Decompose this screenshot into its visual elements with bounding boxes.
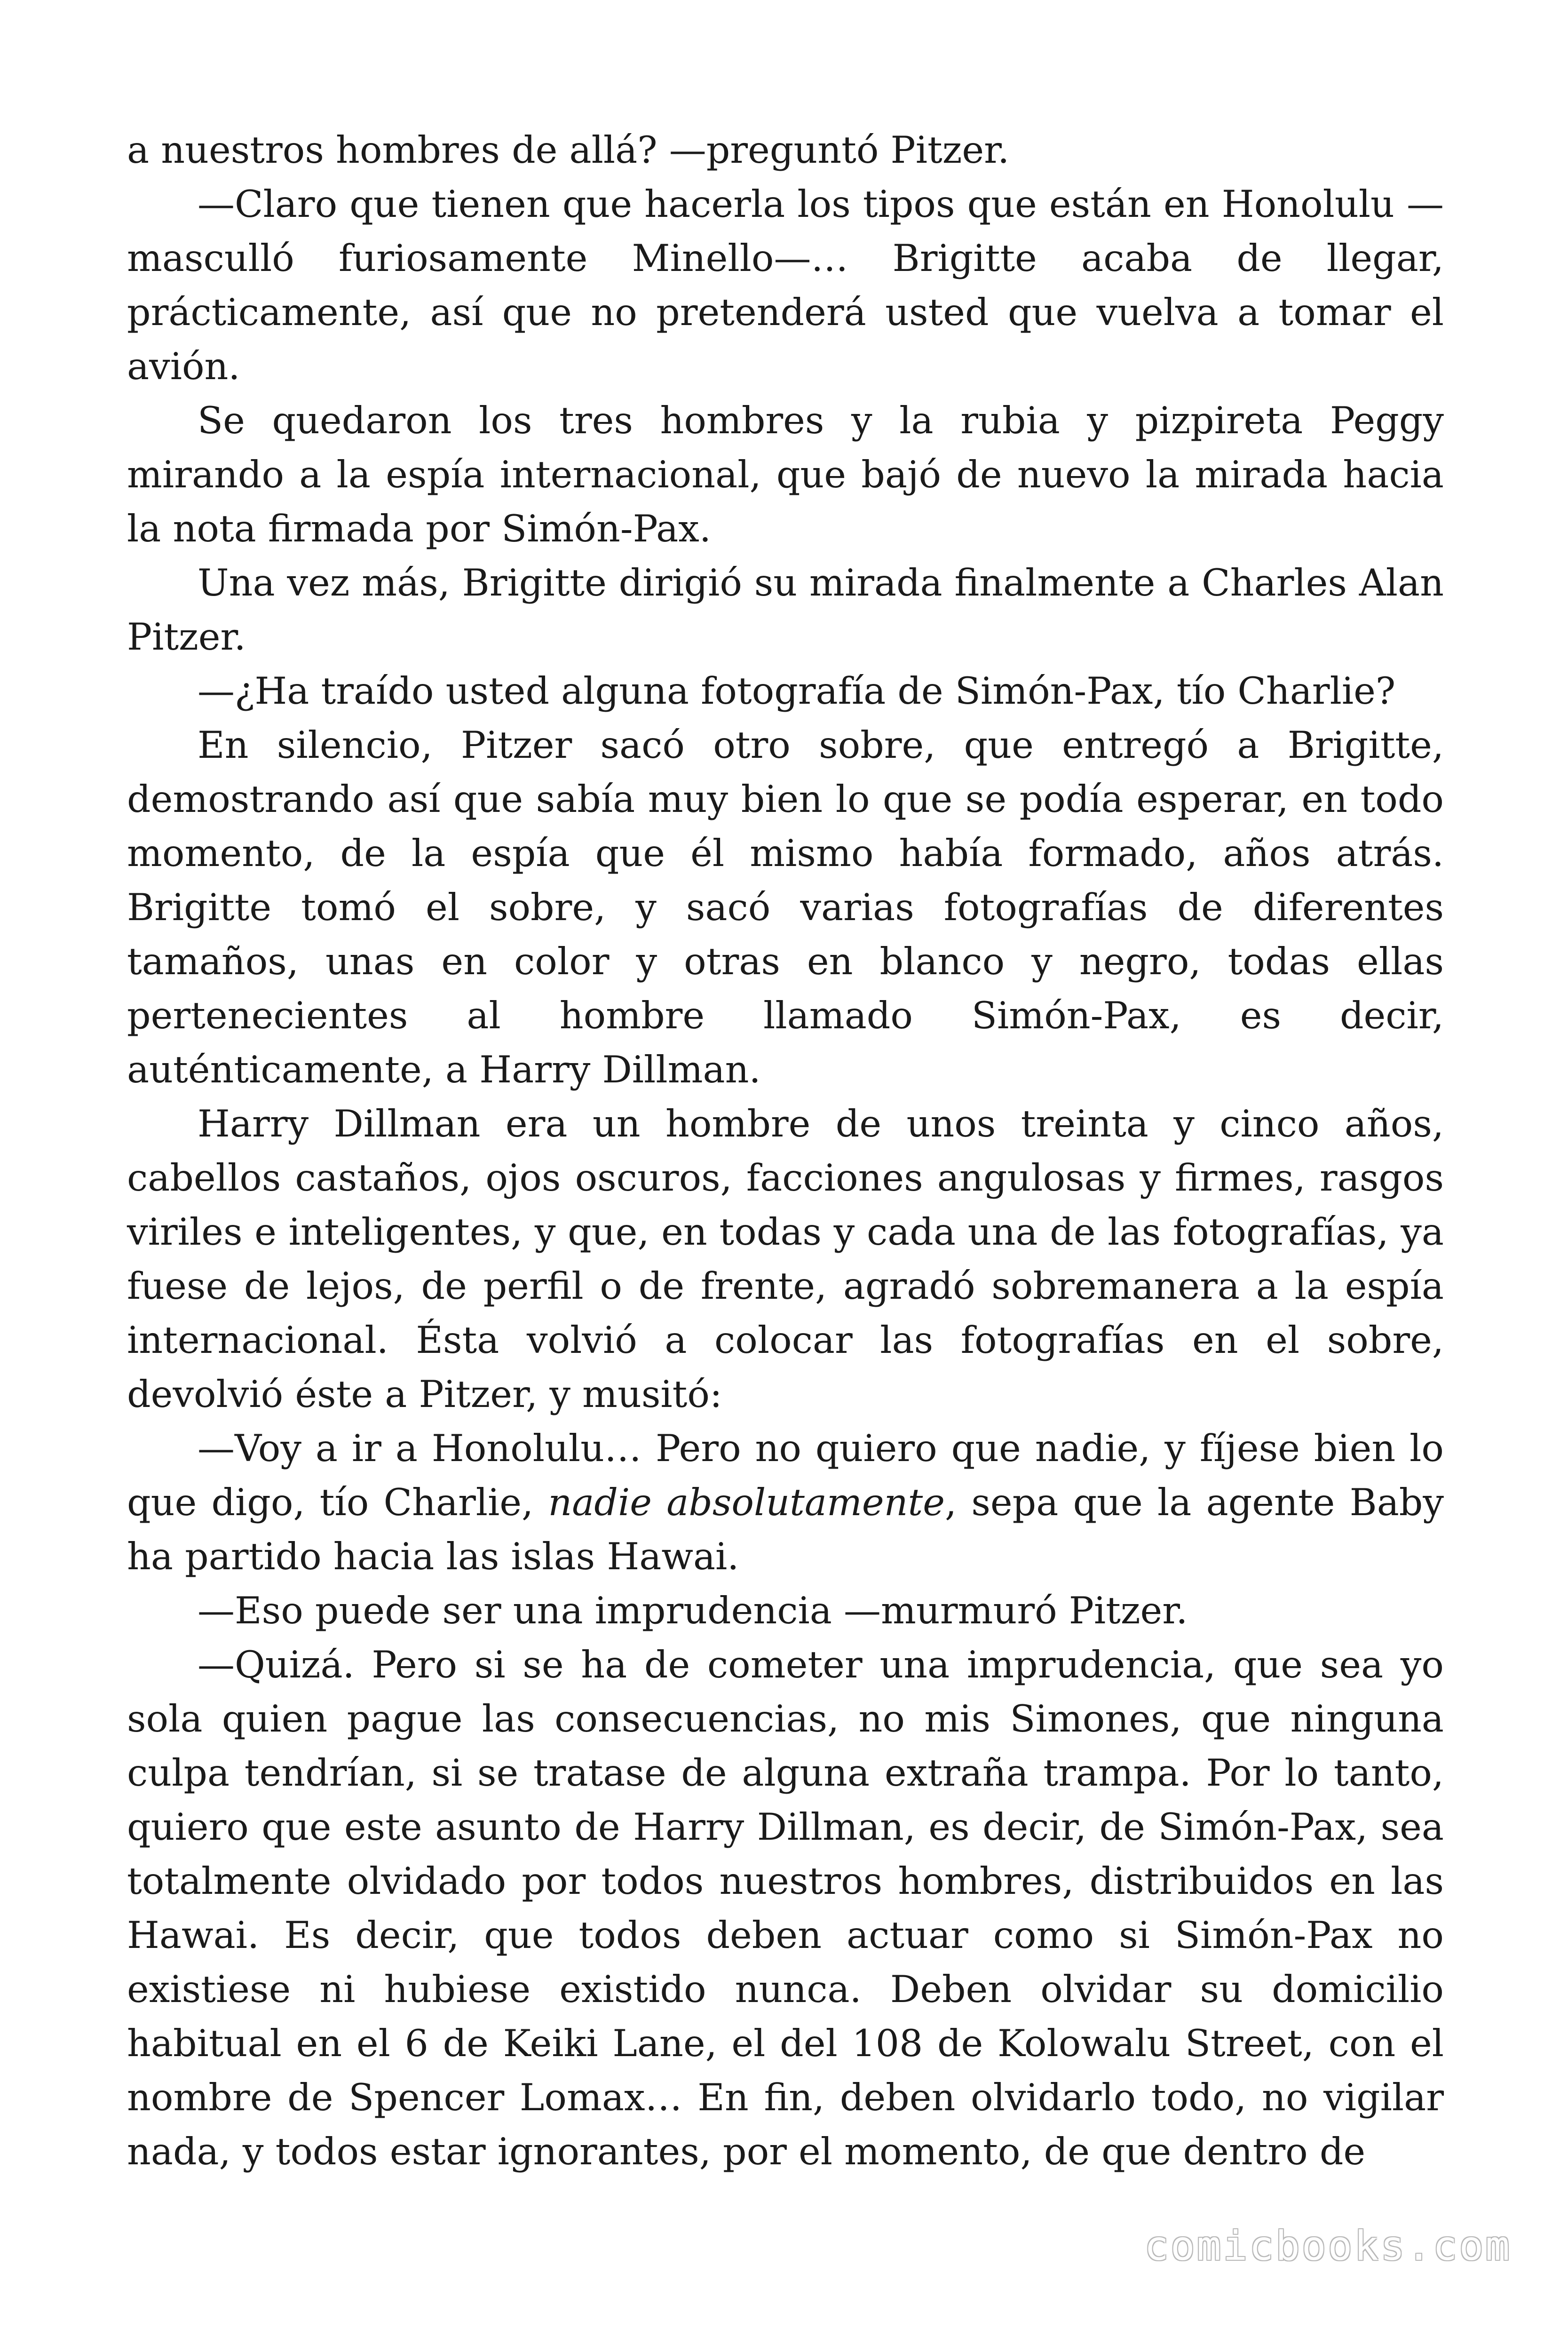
paragraph-8-end: , sepa que la agente Baby ha partido hacia las islas Hawai.	[127, 1481, 1444, 1578]
paragraph-1: a nuestros hombres de allá? —preguntó Pitzer.	[127, 128, 1010, 172]
watermark-logo: comicbooks.com	[1144, 2223, 1512, 2270]
paragraph-6: En silencio, Pitzer sacó otro sobre, que entregó a Brigitte, demostrando así que sabía muy bien lo que se podía esperar, en todo momento, de la espía que él mismo había formado, años atrás. Brigitte tomó el sobre, y sacó varias fotografías de diferentes tamaños, unas en color y otras en blanco y negro, todas ellas pertenecientes al hombre llamado Simón-Pax, es decir, auténticamente, a Harry Dillman.	[127, 723, 1444, 1091]
paragraph-8-emphasis: nadie absolutamente	[548, 1481, 945, 1524]
paragraph-9: —Eso puede ser una imprudencia —murmuró Pitzer.	[198, 1589, 1188, 1632]
paragraph-2: —Claro que tienen que hacerla los tipos que están en Honolulu —masculló furiosamente Minello—… Brigitte acaba de llegar, prácticamente, así que no pretenderá usted que vuelva a tomar el avión.	[127, 183, 1444, 388]
paragraph-4: Una vez más, Brigitte dirigió su mirada finalmente a Charles Alan Pitzer.	[127, 561, 1444, 659]
paragraph-10: —Quizá. Pero si se ha de cometer una imprudencia, que sea yo sola quien pague las consecuencias, no mis Simones, que ninguna culpa tendrían, si se tratase de alguna extraña trampa. Por lo tanto, quiero que este asunto de Harry Dillman, es decir, de Simón-Pax, sea totalmente olvidado por todos nuestros hombres, distribuidos en las Hawai. Es decir, que todos deben actuar como si Simón-Pax no existiese ni hubiese existido nunca. Deben olvidar su domicilio habitual en el 6 de Keiki Lane, el del 108 de Kolowalu Street, con el nombre de Spencer Lomax… En fin, deben olvidarlo todo, no vigilar nada, y todos estar ignorantes, por el momento, de que dentro de	[127, 1643, 1444, 2173]
book-page-text	[127, 123, 1444, 2179]
paragraph-7: Harry Dillman era un hombre de unos treinta y cinco años, cabellos castaños, ojos oscuros, facciones angulosas y firmes, rasgos viriles e inteligentes, y que, en todas y cada una de las fotografías, ya fuese de lejos, de perfil o de frente, agradó sobremanera a la espía internacional. Ésta volvió a colocar las fotografías en el sobre, devolvió éste a Pitzer, y musitó:	[127, 1102, 1444, 1416]
paragraph-8	[127, 1422, 1444, 1584]
paragraph-3: Se quedaron los tres hombres y la rubia y pizpireta Peggy mirando a la espía internacional, que bajó de nuevo la mirada hacia la nota firmada por Simón-Pax.	[127, 399, 1444, 550]
paragraph-5: —¿Ha traído usted alguna fotografía de Simón-Pax, tío Charlie?	[198, 669, 1396, 713]
paragraph-8-start: —Voy a ir a Honolulu… Pero no quiero que nadie, y fíjese bien lo que digo, tío Charlie,	[127, 1427, 1444, 1524]
